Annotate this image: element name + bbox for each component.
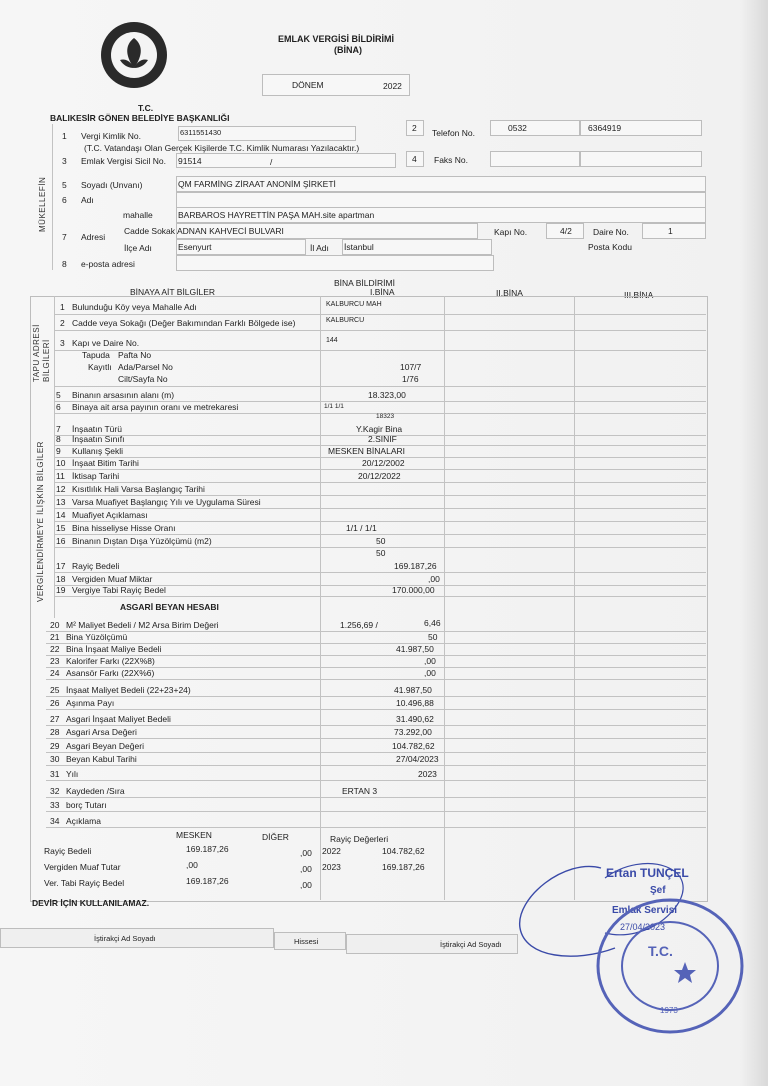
row-label: M² Maliyet Bedeli / M2 Arsa Birim Değeri (66, 620, 219, 630)
r3-label: Emlak Vergisi Sicil No. (81, 156, 167, 166)
row-label: Yılı (66, 769, 79, 779)
summary-label: Rayiç Bedeli (44, 846, 92, 856)
asgari-title: ASGARİ BEYAN HESABI (120, 602, 219, 612)
row-number: 10 (56, 458, 66, 468)
row-number: 30 (50, 754, 60, 764)
row-label: Asgari Beyan Değeri (66, 741, 144, 751)
summary-mesken-value: 169.187,26 (186, 844, 229, 854)
row-number: 20 (50, 620, 60, 630)
row-value: 27/04/2023 (396, 754, 439, 764)
municipality-logo (98, 20, 170, 90)
cadde-label: Cadde Sokak (124, 226, 176, 236)
mahalle-value: BARBAROS HAYRETTİN PAŞA MAH.site apartman (178, 210, 375, 220)
row-label: İnşaat Maliyet Bedeli (22+23+24) (66, 685, 191, 695)
r6-label: Adı (81, 195, 94, 205)
r5-value: QM FARMİNG ZİRAAT ANONİM ŞİRKETİ (178, 179, 336, 189)
row-number: 12 (56, 484, 66, 494)
row-value: 20/12/2002 (362, 458, 405, 468)
row-number: 14 (56, 510, 66, 520)
row-label: Kısıtlılık Hali Varsa Başlangıç Tarihi (72, 484, 205, 494)
row-value: KALBURCU MAH (326, 301, 382, 308)
row-label: Rayiç Bedeli (72, 561, 120, 571)
row-number: 11 (56, 471, 65, 481)
row-value: 104.782,62 (392, 741, 435, 751)
cilt-value: 1/76 (402, 374, 419, 384)
row-value: MESKEN BİNALARI (328, 446, 405, 456)
row-value: Y.Kagir Bina (356, 424, 403, 434)
row-number: 2 (60, 318, 65, 328)
form-title: EMLAK VERGİSİ BİLDİRİMİ (278, 34, 395, 44)
r8-no: 8 (62, 259, 67, 269)
donem-label: DÖNEM (292, 80, 324, 90)
row-number: 13 (56, 497, 66, 507)
tc-label: T.C. (138, 103, 154, 113)
r1-label: Vergi Kimlik No. (81, 131, 141, 141)
row-number: 1 (60, 302, 65, 312)
r5-no: 5 (62, 180, 67, 190)
row-number: 25 (50, 685, 60, 695)
r4-label: Faks No. (434, 155, 469, 165)
row-number: 18 (56, 574, 66, 584)
row-label: İnşaatın Sınıfı (72, 434, 125, 444)
row-label: Vergiye Tabi Rayiç Bedel (72, 585, 166, 595)
row-value: ,00 (424, 668, 436, 678)
row-number: 9 (56, 446, 61, 456)
r1-note: (T.C. Vatandaşı Olan Gerçek Kişilerde T.C. Kimlik Numarası Yazılacaktır.) (84, 143, 360, 153)
row-label: İnşaat Bitim Tarihi (72, 458, 139, 468)
summary-mesken: MESKEN (176, 830, 212, 840)
r3-no: 3 (62, 156, 67, 166)
seal-year: 1973 (660, 1006, 678, 1015)
row-number: 24 (50, 668, 60, 678)
row-label: Cadde veya Sokağı (Değer Bakımından Farklı Bölgede ise) (72, 318, 296, 328)
row-number: 5 (56, 390, 61, 400)
row-label: Vergiden Muaf Miktar (72, 574, 153, 584)
stamp-name: Ertan TUNÇEL (606, 866, 689, 880)
row-number: 6 (56, 402, 61, 412)
row-value: 2023 (418, 769, 437, 779)
ada-label: Ada/Parsel No (118, 362, 173, 372)
col-bina-3: III.BİNA (624, 290, 654, 300)
r1-value: 6311551430 (180, 128, 222, 137)
r2-no: 2 (412, 123, 417, 133)
row-value: 41.987,50 (394, 685, 432, 695)
row-value: 18.323,00 (368, 390, 406, 400)
col-bina-1: I.BİNA (370, 287, 395, 297)
side-label-mukellefin: MÜKELLEFİN (38, 176, 47, 232)
row-number: 29 (50, 741, 60, 751)
side-label-vergilendirme: VERGİLENDİRMEYE İLİŞKİN BİLGİLER (36, 441, 45, 602)
r4-no: 4 (412, 154, 417, 164)
row-value: 1/1 1/1 (324, 403, 344, 410)
kapi-value: 4/2 (560, 226, 572, 236)
r2-number: 6364919 (588, 123, 622, 133)
row-label: Muafiyet Açıklaması (72, 510, 148, 520)
row-label: Binaya ait arsa payının oranı ve metrekaresi (72, 402, 239, 412)
row-label: Binanın arsasının alanı (m) (72, 390, 175, 400)
donem-value: 2022 (383, 81, 402, 91)
row-number: 28 (50, 727, 60, 737)
row-value: KALBURCU (326, 317, 365, 324)
row-label: Bulunduğu Köy veya Mahalle Adı (72, 302, 197, 312)
summary-year: 2023 (322, 862, 341, 872)
row-value-2: 18323 (376, 413, 395, 420)
row-value: 41.987,50 (396, 644, 434, 654)
row-label: İnşaatın Türü (72, 424, 122, 434)
istirakci-1-label: İştirakçi Ad Soyadı (94, 934, 156, 943)
row-label: Kullanış Şekli (72, 446, 124, 456)
row-value: 1/1 / 1/1 (346, 523, 377, 533)
row-value: 169.187,26 (394, 561, 437, 571)
row-value: ,00 (424, 656, 436, 666)
row-value: 20/12/2022 (358, 471, 401, 481)
r7-label: Adresi (81, 232, 106, 242)
seal-tc: T.C. (648, 943, 673, 959)
r8-label: e-posta adresi (81, 259, 135, 269)
row-label: Aşınma Payı (66, 698, 115, 708)
row-label: Varsa Muafiyet Başlangıç Yılı ve Uygulama Süresi (72, 497, 261, 507)
row-value: 10.496,88 (396, 698, 434, 708)
binaya-ait-title: BİNAYA AİT BİLGİLER (130, 287, 216, 297)
form-subtitle: (BİNA) (334, 45, 362, 55)
row-value: 50 (428, 632, 438, 642)
summary-diger: DİĞER (262, 832, 289, 842)
row-number: 15 (56, 523, 66, 533)
r2-area: 0532 (508, 123, 527, 133)
summary-rayic-value: 104.782,62 (382, 846, 425, 856)
ilce-value: Esenyurt (178, 242, 212, 252)
kapi-label: Kapı No. (494, 227, 528, 237)
row-number: 32 (50, 786, 60, 796)
row-label: Beyan Kabul Tarihi (66, 754, 137, 764)
stamp-title: Şef (650, 885, 666, 896)
row-value: ,00 (428, 574, 440, 584)
devir-warning: DEVİR İÇİN KULLANILAMAZ. (32, 898, 150, 908)
cadde-value: ADNAN KAHVECİ BULVARI (177, 226, 284, 236)
summary-diger-value: ,00 (300, 848, 312, 858)
row-label: Kalorifer Farkı (22X%8) (66, 656, 155, 666)
hissesi-label: Hissesi (294, 937, 319, 946)
il-value: İstanbul (344, 242, 374, 252)
r7-no: 7 (62, 232, 67, 242)
row-label: Açıklama (66, 816, 101, 826)
summary-label: Ver. Tabi Rayiç Bedel (44, 878, 125, 888)
r6-no: 6 (62, 195, 67, 205)
stamp-dept: Emlak Servisi (612, 905, 678, 916)
r5-label: Soyadı (Unvanı) (81, 180, 143, 190)
row-label: Binanın Dıştan Dışa Yüzölçümü (m2) (72, 536, 212, 546)
daire-label: Daire No. (593, 227, 629, 237)
summary-label: Vergiden Muaf Tutar (44, 862, 121, 872)
mahalle-label: mahalle (123, 210, 153, 220)
bina-bildirimi-title: BİNA BİLDİRİMİ (334, 278, 395, 288)
row-label: Kapı ve Daire No. (72, 338, 140, 348)
row-value: 144 (326, 337, 338, 344)
row-number: 34 (50, 816, 60, 826)
summary-mesken-value: 169.187,26 (186, 876, 229, 886)
row-number: 31 (50, 769, 60, 779)
row-label: Bina hisseliyse Hisse Oranı (72, 523, 176, 533)
r1-no: 1 (62, 131, 67, 141)
row-number: 16 (56, 536, 66, 546)
municipality-name: BALIKESİR GÖNEN BELEDİYE BAŞKANLIĞI (50, 113, 230, 123)
row-label: borç Tutarı (66, 800, 107, 810)
row-label: Asgari İnşaat Maliyet Bedeli (66, 714, 171, 724)
row-number: 8 (56, 434, 61, 444)
summary-rayic-title: Rayiç Değerleri (330, 834, 389, 844)
r3-slash: / (270, 157, 273, 167)
row-label: Asgari Arsa Değeri (66, 727, 137, 737)
kayitli-label: Kayıtlı (88, 362, 112, 372)
istirakci-2-label: İştirakçi Ad Soyadı (440, 940, 502, 949)
posta-label: Posta Kodu (588, 242, 632, 252)
summary-rayic-value: 169.187,26 (382, 862, 425, 872)
summary-diger-value: ,00 (300, 880, 312, 890)
row-value-2: 50 (376, 548, 386, 558)
side-label-bilgileri: BİLGİLERİ (42, 339, 51, 382)
row-value: 50 (376, 536, 386, 546)
row-value: 1.256,69 / (340, 620, 378, 630)
row-number: 19 (56, 585, 66, 595)
r2-label: Telefon No. (432, 128, 475, 138)
row-value: 170.000,00 (392, 585, 435, 595)
row-number: 26 (50, 698, 60, 708)
row-number: 27 (50, 714, 60, 724)
ilce-label: İlçe Adı (124, 243, 152, 253)
row-label: Kaydeden /Sıra (66, 786, 125, 796)
row-number: 3 (60, 338, 65, 348)
row-number: 22 (50, 644, 60, 654)
row-value: ERTAN 3 (342, 786, 378, 796)
summary-mesken-value: ,00 (186, 860, 198, 870)
row-value: 2.SINIF (368, 434, 397, 444)
ada-value: 107/7 (400, 362, 422, 372)
tapuda-label: Tapuda (82, 350, 110, 360)
row-label: Asansör Farkı (22X%6) (66, 668, 155, 678)
row-number: 21 (50, 632, 60, 642)
stamp-date: 27/04/2023 (620, 922, 666, 932)
daire-value: 1 (668, 226, 673, 236)
row-number: 7 (56, 424, 61, 434)
row-label: Bina Yüzölçümü (66, 632, 128, 642)
cilt-label: Cilt/Sayfa No (118, 374, 168, 384)
row-value: 31.490,62 (396, 714, 434, 724)
summary-diger-value: ,00 (300, 864, 312, 874)
r3-value: 91514 (178, 156, 202, 166)
row-number: 17 (56, 561, 66, 571)
row-number: 23 (50, 656, 60, 666)
summary-year: 2022 (322, 846, 341, 856)
pafta-label: Pafta No (118, 350, 152, 360)
side-label-tapu: TAPU ADRESİ (32, 324, 41, 382)
il-label: İl Adı (310, 243, 329, 253)
row-label: Bina İnşaat Maliye Bedeli (66, 644, 162, 654)
col-bina-2: II.BİNA (496, 288, 523, 298)
row-value-2: 6,46 (424, 618, 441, 628)
row-number: 33 (50, 800, 60, 810)
row-value: 73.292,00 (394, 727, 432, 737)
row-label: İktisap Tarihi (72, 471, 120, 481)
